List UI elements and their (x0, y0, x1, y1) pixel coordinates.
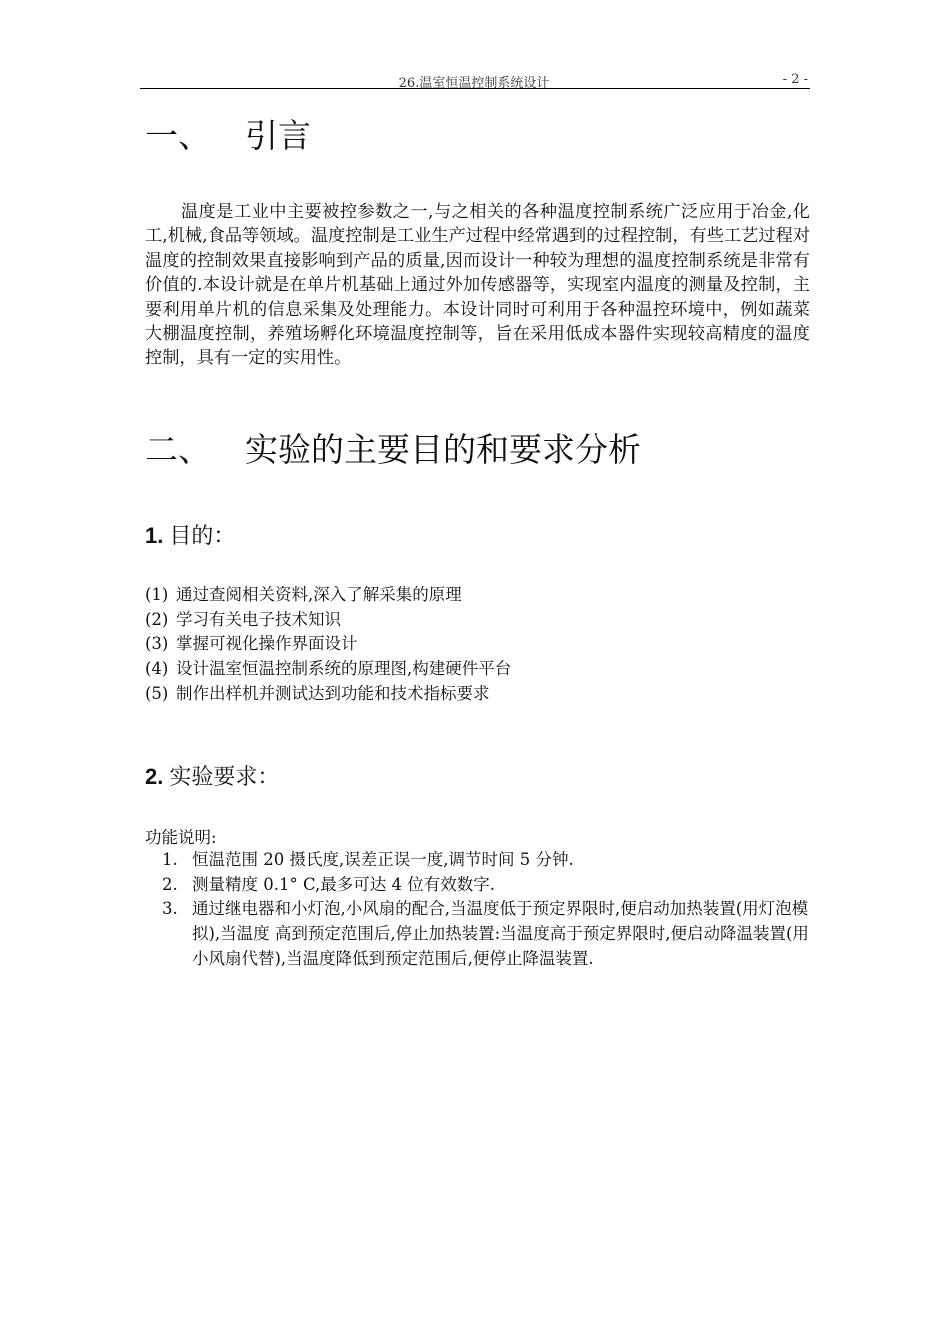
list-item (145, 657, 810, 682)
list-item (162, 897, 812, 971)
section-title: 实验的主要目的和要求分析 (245, 430, 641, 469)
list-item (145, 682, 810, 707)
list-item (145, 632, 810, 657)
subsection-heading-purpose (145, 519, 235, 550)
purpose-list (145, 583, 810, 707)
list-text: 制作出样机并测试达到功能和技术指标要求 (176, 683, 490, 703)
section-number: 二、 (145, 430, 211, 469)
subsection-title: 实验要求： (169, 765, 280, 790)
list-marker: 2. (162, 874, 178, 894)
section-heading-objectives (145, 424, 641, 471)
list-marker: (1) (145, 585, 169, 604)
subsection-title: 目的： (169, 524, 236, 549)
requirements-list (162, 848, 812, 972)
list-marker: (2) (145, 609, 169, 629)
list-text: 掌握可视化操作界面设计 (176, 634, 358, 654)
list-marker: (5) (145, 683, 169, 703)
section-heading-introduction (145, 110, 311, 157)
list-marker: 3. (162, 899, 178, 919)
list-text: 测量精度 0.1° C,最多可达 4 位有效数字. (192, 874, 495, 894)
list-item (162, 873, 812, 898)
list-marker: (4) (145, 659, 169, 679)
list-text: 设计温室恒温控制系统的原理图,构建硬件平台 (176, 659, 512, 679)
list-text: 通过继电器和小灯泡,小风扇的配合,当温度低于预定界限时,便启动加热装置(用灯泡模拟),当温度 高到预定范围后,停止加热装置:当温度高于预定界限时,便启动降温装置(用小风扇代替),当温度降低到预定范围后,便停止降温装置. (192, 899, 809, 968)
list-text: 通过查阅相关资料,深入了解采集的原理 (176, 585, 462, 604)
section-title: 引言 (245, 116, 311, 155)
list-item (145, 583, 810, 608)
function-description-label: 功能说明: (145, 828, 217, 847)
subsection-number: 2. (145, 764, 164, 789)
list-item (162, 848, 812, 873)
list-text: 学习有关电子技术知识 (176, 609, 341, 629)
page-number: - 2 - (782, 72, 808, 87)
header-divider (140, 88, 810, 89)
introduction-paragraph: 温度是工业中主要被控参数之一,与之相关的各种温度控制系统广泛应用于冶金,化工,机械,食品等领域。温度控制是工业生产过程中经常遇到的过程控制，有些工艺过程对温度的控制效果直接影响到产品的质量,因而设计一种较为理想的温度控制系统是非常有价值的.本设计就是在单片机基础上通过外加传感器等，实现室内温度的测量及控制，主要利用单片机的信息采集及处理能力。本设计同时可利用于各种温控环境中，例如蔬菜大棚温度控制，养殖场孵化环境温度控制等，旨在采用低成本器件实现较高精度的温度控制，具有一定的实用性。 (145, 202, 810, 369)
section-number: 一、 (145, 116, 211, 155)
list-marker: (3) (145, 634, 169, 654)
list-text: 恒温范围 20 摄氏度,误差正误一度,调节时间 5 分钟. (192, 850, 574, 869)
list-item (145, 608, 810, 633)
header-title: 26.温室恒温控制系统设计 (398, 76, 550, 91)
list-marker: 1. (162, 850, 178, 869)
running-header (140, 72, 808, 92)
subsection-heading-requirements (145, 760, 279, 791)
subsection-number: 1. (145, 523, 164, 548)
